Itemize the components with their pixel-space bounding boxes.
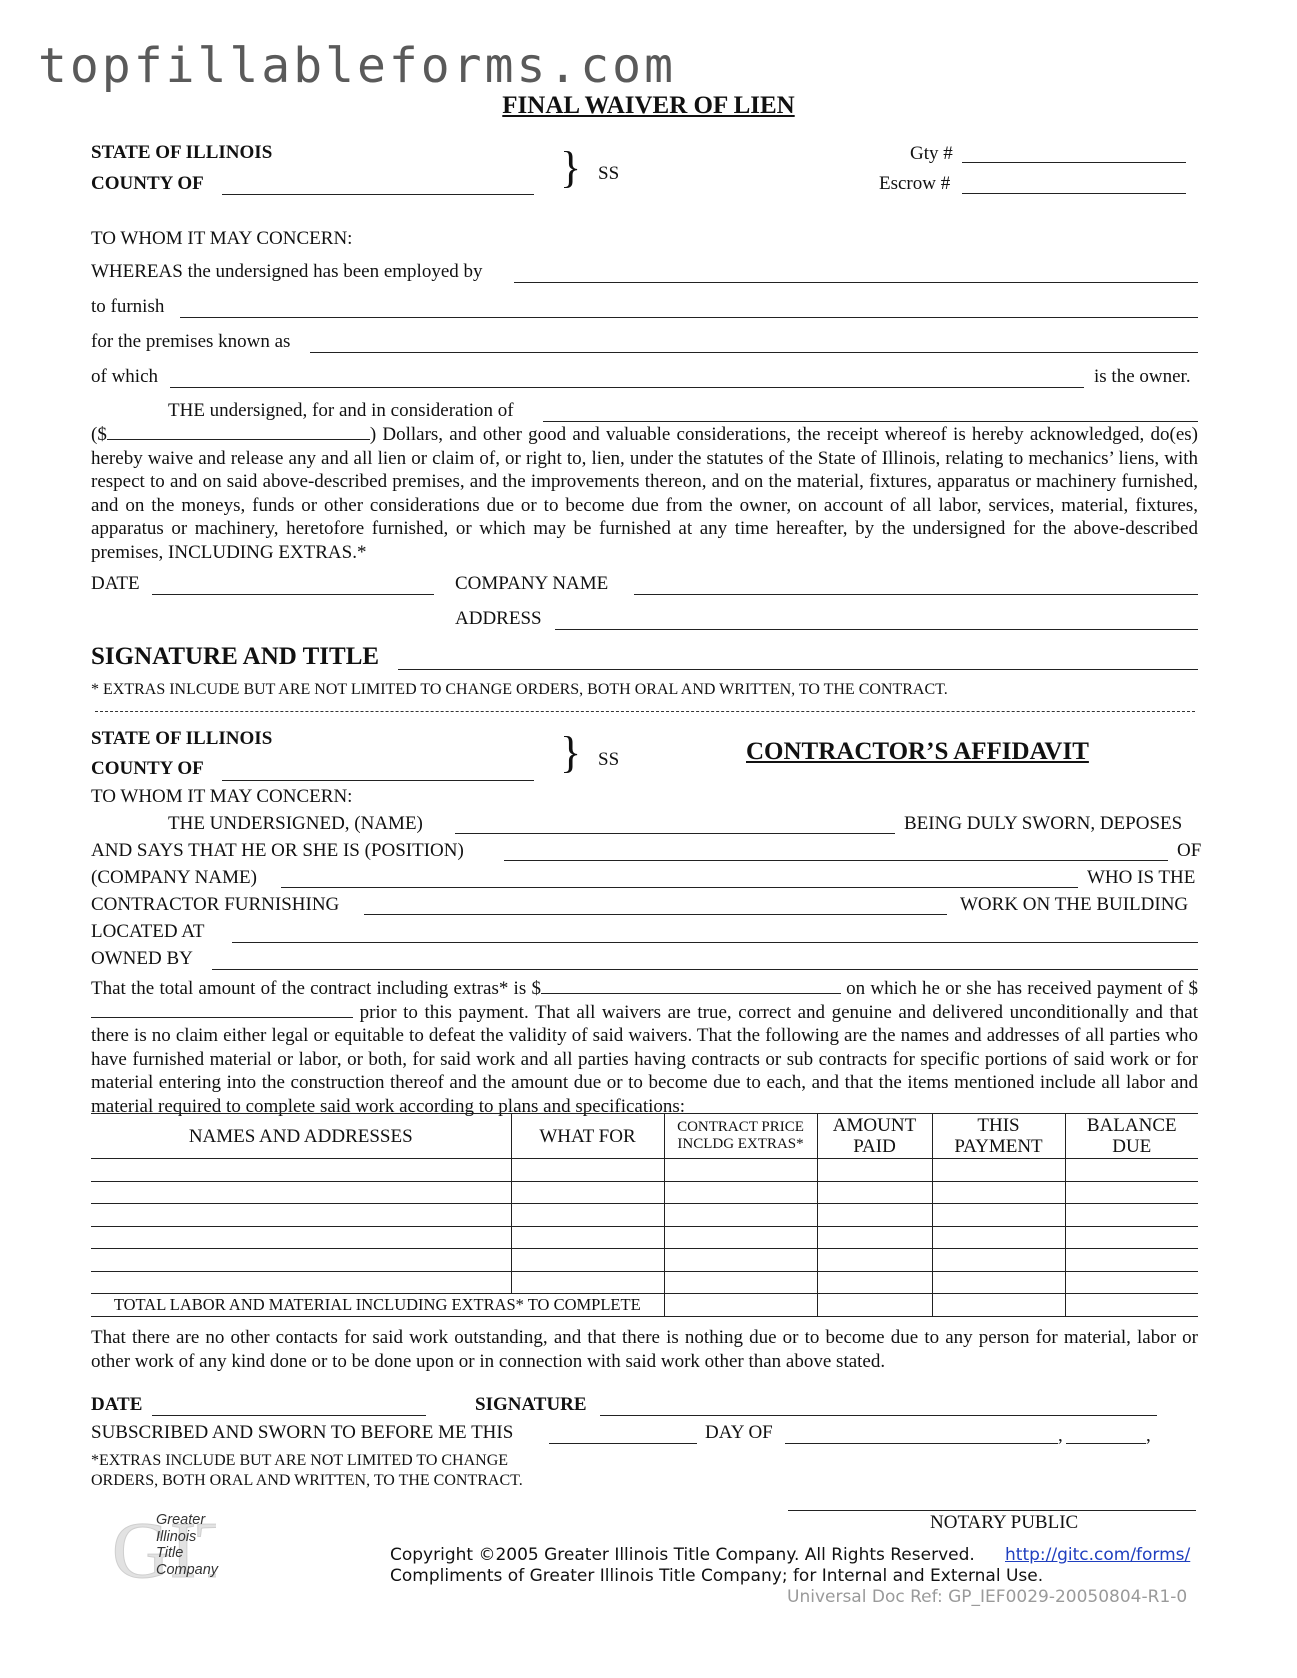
consideration-label: THE undersigned, for and in consideration of [168,400,514,421]
col-names: NAMES AND ADDRESSES [91,1114,511,1159]
company-name-label: COMPANY NAME [455,573,609,594]
col-contract-price: CONTRACT PRICE INCLDG EXTRAS* [664,1114,817,1159]
affidavit-signature-label: SIGNATURE [475,1394,587,1415]
parties-table [91,1113,1198,1317]
contract-total-field[interactable] [541,977,841,994]
position-label: AND SAYS THAT HE OR SHE IS (POSITION) [91,840,464,861]
premises-field[interactable] [310,352,1198,353]
total-row-label: TOTAL LABOR AND MATERIAL INCLUDING EXTRAS* TO COMPLETE [91,1294,664,1317]
location-field[interactable] [232,942,1198,943]
col-this-payment: THIS PAYMENT [932,1114,1065,1159]
of-label: OF [1177,840,1202,861]
col-what-for: WHAT FOR [511,1114,664,1159]
forms-link[interactable]: http://gitc.com/forms/ [1005,1545,1191,1565]
name-label: THE UNDERSIGNED, (NAME) [168,813,423,834]
affidavit-title: CONTRACTOR’S AFFIDAVIT [746,738,1089,765]
address-label: ADDRESS [455,608,542,629]
sworn-label: BEING DULY SWORN, DEPOSES [904,813,1183,834]
company-name-field[interactable] [634,594,1198,595]
owned-by-field[interactable] [212,969,1198,970]
copyright-text: Copyright ©2005 Greater Illinois Title Company. All Rights Reserved. [390,1545,975,1565]
escrow-field[interactable] [962,193,1186,194]
escrow-label: Escrow # [879,173,951,194]
notary-label: NOTARY PUBLIC [930,1512,1079,1533]
located-label: LOCATED AT [91,921,205,942]
affidavit-company-field[interactable] [281,887,1078,888]
whereas-label: WHEREAS the undersigned has been employed by [91,261,483,282]
affidavit-county-field[interactable] [222,780,534,781]
of-which-label: of which [91,366,159,387]
signature-title-field[interactable] [398,669,1198,670]
svg-text:GIT: GI [112,1507,197,1581]
affidavit-brace-icon: } [560,728,582,777]
county-label: COUNTY OF [91,173,204,194]
extras-note-line-2: ORDERS, BOTH ORAL AND WRITTEN, TO THE CONTRACT. [91,1472,523,1489]
affidavit-date-field[interactable] [152,1415,426,1416]
consideration-field[interactable] [543,421,1198,422]
col-balance-due: BALANCE DUE [1065,1114,1198,1159]
work-on-label: WORK ON THE BUILDING [960,894,1189,915]
gty-label: Gty # [910,143,953,164]
total-row[interactable] [91,1294,1198,1317]
brace-icon: } [560,143,582,192]
section-divider [95,711,1195,712]
signature-title-label: SIGNATURE AND TITLE [91,643,380,670]
owner-field[interactable] [170,387,1084,388]
furnish-field[interactable] [180,317,1198,318]
extras-note: * EXTRAS INLCUDE BUT ARE NOT LIMITED TO CHANGE ORDERS, BOTH ORAL AND WRITTEN, TO THE CONTRACT. [91,681,948,698]
compliments-text: Compliments of Greater Illinois Title Company; for Internal and External Use. [390,1566,1044,1586]
who-is-label: WHO IS THE [1087,867,1196,888]
table-row[interactable] [91,1249,1198,1272]
date-field[interactable] [152,594,434,595]
affidavit-ss-label: SS [598,749,620,770]
comma-separator-2: , [1146,1425,1151,1446]
payment-received-field[interactable] [91,1001,353,1018]
comma-separator: , [1058,1425,1063,1446]
owned-label: OWNED BY [91,948,193,969]
affidavit-signature-field[interactable] [600,1415,1157,1416]
logo-text: Greater Illinois Title Company [156,1512,219,1578]
gty-field[interactable] [962,162,1186,163]
dollar-amount-field[interactable] [107,423,370,440]
premises-label: for the premises known as [91,331,291,352]
day-of-label: DAY OF [705,1422,773,1443]
table-row[interactable] [91,1204,1198,1227]
affidavit-body: That the total amount of the contract including extras* is $ on which he or she has received payment of $ prior to this payment. That all waivers are true, correct and genuine and delivered unconditionally and that there is no claim either legal or equitable to defeat the validity of said waivers. That the following are the names and addresses of all parties who have furnished material or labor, or both, for said work and all parties having contracts or sub contracts for specific portions of said work or for material entering into the construction thereof and the amount due or to become due to each, and that the items mentioned include all labor and material required to complete said work according to plans and specifications: [91,978,1199,1117]
affiant-name-field[interactable] [455,833,895,834]
affidavit-to-whom: TO WHOM IT MAY CONCERN: [91,786,353,807]
county-field[interactable] [222,194,534,195]
extras-note-line-1: *EXTRAS INCLUDE BUT ARE NOT LIMITED TO CHANGE [91,1452,509,1469]
month-field[interactable] [785,1443,1058,1444]
furnishing-field[interactable] [364,914,947,915]
address-field[interactable] [555,629,1198,630]
to-whom-label: TO WHOM IT MAY CONCERN: [91,228,353,249]
affidavit-county-label: COUNTY OF [91,758,204,779]
waiver-title: FINAL WAIVER OF LIEN [502,92,795,119]
table-row[interactable] [91,1181,1198,1204]
notary-signature-field[interactable] [788,1510,1196,1511]
year-field[interactable] [1066,1443,1146,1444]
affidavit-state-label: STATE OF ILLINOIS [91,728,273,749]
col-amount-paid: AMOUNT PAID [817,1114,932,1159]
table-row[interactable] [91,1271,1198,1294]
state-label: STATE OF ILLINOIS [91,142,273,163]
position-field[interactable] [504,860,1168,861]
ss-label: SS [598,163,620,184]
affidavit-date-label: DATE [91,1394,143,1415]
subscribed-label: SUBSCRIBED AND SWORN TO BEFORE ME THIS [91,1422,514,1443]
table-row[interactable] [91,1159,1198,1182]
doc-ref: Universal Doc Ref: GP_IEF0029-20050804-R1-0 [787,1587,1188,1607]
no-other-statement: That there are no other contacts for said work outstanding, and that there is nothing due or to become due to any person for material, labor or other work of any kind done or to be done upon or in connection with said work other than above stated. [91,1327,1198,1372]
day-field[interactable] [549,1443,697,1444]
employer-field[interactable] [514,282,1198,283]
waiver-body: ($ ) Dollars, and other good and valuable considerations, the receipt whereof is hereby acknowledged, do(es) hereby waive and release any and all lien or claim of, or right to, lien, under the statutes of the State of Illinois, relating to mechanics’ liens, with respect to and on said above-described premises, and the improvements thereon, and on the material, fixtures, apparatus or machinery furnished, and on the moneys, funds or other considerations due or to become due from the owner, on account of all labor, services, material, fixtures, apparatus or machinery, heretofore furnished, or which may be furnished at any time hereafter, by the undersigned for the above-described premises, INCLUDING EXTRAS.* [91,424,1198,563]
company-label: (COMPANY NAME) [91,867,257,888]
contractor-label: CONTRACTOR FURNISHING [91,894,340,915]
is-owner-label: is the owner. [1094,366,1191,387]
date-label: DATE [91,573,140,594]
furnish-label: to furnish [91,296,165,317]
table-row[interactable] [91,1226,1198,1249]
site-watermark: topfillableforms.com [38,38,676,94]
